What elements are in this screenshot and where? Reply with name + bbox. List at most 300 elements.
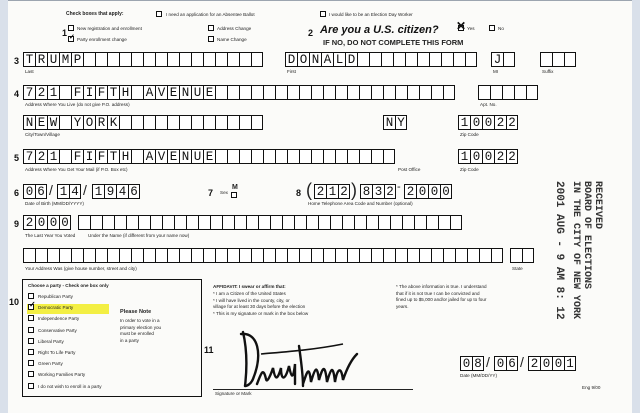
char-box[interactable]: 1 [57, 184, 69, 199]
char-box[interactable]: 0 [428, 184, 440, 199]
char-box[interactable]: 0 [23, 184, 35, 199]
char-box[interactable] [381, 52, 393, 67]
char-box[interactable] [299, 248, 311, 263]
char-box[interactable] [95, 248, 107, 263]
char-box[interactable]: Y [71, 115, 83, 130]
char-box[interactable]: P [71, 52, 83, 67]
char-box[interactable]: V [155, 149, 167, 164]
char-box[interactable] [227, 115, 239, 130]
char-box[interactable] [90, 215, 102, 230]
char-box[interactable] [347, 85, 359, 100]
char-box[interactable] [83, 248, 95, 263]
char-box[interactable] [414, 215, 426, 230]
char-box[interactable]: 4 [116, 184, 128, 199]
char-box[interactable] [251, 85, 263, 100]
char-box[interactable]: 6 [506, 356, 518, 371]
char-box[interactable]: 1 [458, 149, 470, 164]
char-box[interactable] [179, 248, 191, 263]
election-day-checkbox[interactable] [320, 11, 326, 17]
char-box[interactable]: H [119, 85, 131, 100]
char-box[interactable] [167, 115, 179, 130]
new-registration-label: New registration and enrollment [77, 26, 142, 31]
char-box[interactable] [114, 215, 126, 230]
char-box[interactable] [282, 215, 294, 230]
char-box[interactable] [426, 215, 438, 230]
char-box[interactable] [393, 52, 405, 67]
char-box[interactable] [335, 248, 347, 263]
char-box[interactable] [405, 52, 417, 67]
char-box[interactable]: A [143, 149, 155, 164]
char-box[interactable] [465, 52, 477, 67]
char-box[interactable] [335, 85, 347, 100]
char-box[interactable]: 0 [540, 356, 552, 371]
first-name-boxes[interactable] [285, 52, 477, 67]
char-box[interactable]: U [191, 85, 203, 100]
party-checkbox[interactable] [28, 349, 34, 355]
absentee-checkbox[interactable] [156, 11, 162, 17]
char-box[interactable] [417, 52, 429, 67]
char-box[interactable]: W [47, 115, 59, 130]
char-box[interactable] [522, 248, 534, 263]
char-box[interactable] [275, 85, 287, 100]
party-change-label: Party enrollment change [77, 37, 127, 42]
char-box[interactable] [246, 215, 258, 230]
char-box[interactable]: J [491, 52, 503, 67]
char-box[interactable]: M [59, 52, 71, 67]
dob-year-boxes[interactable] [92, 184, 140, 199]
char-box[interactable]: 2 [35, 85, 47, 100]
char-box[interactable] [552, 52, 564, 67]
char-box[interactable] [215, 85, 227, 100]
char-box[interactable] [138, 215, 150, 230]
char-box[interactable] [119, 52, 131, 67]
char-box[interactable] [251, 248, 263, 263]
char-box[interactable]: R [95, 115, 107, 130]
char-box[interactable]: 1 [47, 149, 59, 164]
char-box[interactable]: 3 [372, 184, 384, 199]
char-box[interactable] [357, 52, 369, 67]
char-box[interactable] [371, 248, 383, 263]
party-checkbox[interactable] [28, 327, 34, 333]
char-box[interactable] [131, 85, 143, 100]
char-box[interactable] [395, 85, 407, 100]
first-name-label: First [287, 69, 296, 74]
char-box[interactable] [179, 115, 191, 130]
char-box[interactable]: 9 [104, 184, 116, 199]
char-box[interactable]: 2 [314, 184, 326, 199]
char-box[interactable]: F [71, 85, 83, 100]
last-year-voted-boxes[interactable] [23, 215, 71, 230]
name-change-checkbox[interactable] [208, 36, 214, 42]
char-box[interactable]: A [321, 52, 333, 67]
char-box[interactable] [275, 149, 287, 164]
char-box[interactable] [438, 215, 450, 230]
suffix-boxes[interactable] [540, 52, 576, 67]
dob-day-boxes[interactable] [57, 184, 81, 199]
sign-date-year-boxes[interactable] [528, 356, 576, 371]
char-box[interactable]: N [179, 85, 191, 100]
char-box[interactable]: 1 [47, 85, 59, 100]
char-box[interactable] [83, 52, 95, 67]
char-box[interactable] [263, 85, 275, 100]
phone-line-boxes[interactable] [404, 184, 452, 199]
char-box[interactable] [251, 149, 263, 164]
char-box[interactable]: 2 [23, 215, 35, 230]
citizen-no-checkbox[interactable] [489, 25, 495, 31]
char-box[interactable] [263, 248, 275, 263]
char-box[interactable]: U [191, 149, 203, 164]
char-box[interactable] [239, 85, 251, 100]
char-box[interactable]: N [179, 149, 191, 164]
char-box[interactable] [395, 248, 407, 263]
char-box[interactable]: 0 [470, 115, 482, 130]
slash-sep: / [83, 182, 87, 198]
char-box[interactable] [131, 52, 143, 67]
char-box[interactable]: 0 [470, 149, 482, 164]
char-box[interactable]: H [119, 149, 131, 164]
char-box[interactable] [102, 215, 114, 230]
char-box[interactable] [287, 149, 299, 164]
char-box[interactable] [35, 248, 47, 263]
sign-date-month-boxes[interactable] [460, 356, 484, 371]
char-box[interactable] [234, 215, 246, 230]
char-box[interactable]: 6 [35, 184, 47, 199]
char-box[interactable]: 1 [92, 184, 104, 199]
char-box[interactable] [162, 215, 174, 230]
char-box[interactable]: O [297, 52, 309, 67]
char-box[interactable] [526, 85, 538, 100]
char-box[interactable] [502, 85, 514, 100]
char-box[interactable] [210, 215, 222, 230]
char-box[interactable] [407, 248, 419, 263]
char-box[interactable] [155, 248, 167, 263]
char-box[interactable] [383, 85, 395, 100]
middle-initial-box[interactable] [491, 52, 515, 67]
char-box[interactable] [203, 115, 215, 130]
previous-address-boxes[interactable] [23, 248, 503, 263]
char-box[interactable]: V [155, 85, 167, 100]
char-box[interactable] [59, 149, 71, 164]
char-box[interactable] [342, 215, 354, 230]
char-box[interactable] [390, 215, 402, 230]
char-box[interactable] [239, 115, 251, 130]
char-box[interactable] [222, 215, 234, 230]
char-box[interactable]: R [35, 52, 47, 67]
char-box[interactable]: Y [395, 115, 407, 130]
char-box[interactable] [450, 215, 462, 230]
char-box[interactable] [143, 52, 155, 67]
char-box[interactable]: E [203, 149, 215, 164]
char-box[interactable]: T [107, 149, 119, 164]
char-box[interactable]: O [83, 115, 95, 130]
char-box[interactable] [155, 115, 167, 130]
char-box[interactable] [215, 115, 227, 130]
area-code-boxes[interactable] [314, 184, 350, 199]
char-box[interactable] [203, 248, 215, 263]
char-box[interactable] [191, 248, 203, 263]
party-checkbox[interactable] [28, 300, 36, 310]
char-box[interactable] [369, 52, 381, 67]
char-box[interactable]: F [95, 149, 107, 164]
char-box[interactable]: 7 [23, 149, 35, 164]
char-box[interactable]: 2 [506, 149, 518, 164]
char-box[interactable] [198, 215, 210, 230]
char-box[interactable] [119, 248, 131, 263]
char-box[interactable] [191, 115, 203, 130]
char-box[interactable]: 0 [440, 184, 452, 199]
char-box[interactable] [239, 149, 251, 164]
char-box[interactable]: F [71, 149, 83, 164]
char-box[interactable] [47, 248, 59, 263]
party-checkbox[interactable] [28, 383, 34, 389]
char-box[interactable] [258, 215, 270, 230]
char-box[interactable] [294, 215, 306, 230]
char-box[interactable] [419, 85, 431, 100]
char-box[interactable] [263, 149, 275, 164]
char-box[interactable]: 2 [494, 115, 506, 130]
char-box[interactable] [71, 248, 83, 263]
char-box[interactable] [335, 149, 347, 164]
char-box[interactable] [431, 85, 443, 100]
char-box[interactable] [359, 149, 371, 164]
party-checkbox[interactable] [28, 338, 34, 344]
char-box[interactable] [540, 52, 552, 67]
char-box[interactable]: 0 [460, 356, 472, 371]
char-box[interactable]: 2 [494, 149, 506, 164]
char-box[interactable]: 0 [47, 215, 59, 230]
char-box[interactable]: 4 [69, 184, 81, 199]
char-box[interactable] [215, 52, 227, 67]
char-box[interactable] [383, 248, 395, 263]
char-box[interactable]: E [167, 149, 179, 164]
char-box[interactable] [215, 149, 227, 164]
char-box[interactable] [167, 52, 179, 67]
party-checkbox[interactable] [28, 315, 34, 321]
party-checkbox[interactable] [28, 293, 34, 299]
char-box[interactable] [143, 248, 155, 263]
char-box[interactable] [330, 215, 342, 230]
char-box[interactable] [227, 149, 239, 164]
char-box[interactable] [287, 85, 299, 100]
char-box[interactable] [59, 248, 71, 263]
phone-prefix-boxes[interactable] [360, 184, 396, 199]
char-box[interactable] [359, 248, 371, 263]
char-box[interactable]: 0 [494, 356, 506, 371]
char-box[interactable]: N [383, 115, 395, 130]
char-box[interactable] [419, 248, 431, 263]
char-box[interactable]: N [309, 52, 321, 67]
party-checkbox[interactable] [28, 371, 34, 377]
party-checkbox[interactable] [28, 360, 34, 366]
char-box[interactable] [174, 215, 186, 230]
char-box[interactable]: 2 [506, 115, 518, 130]
char-box[interactable] [407, 85, 419, 100]
char-box[interactable] [179, 52, 191, 67]
previous-state-boxes[interactable] [510, 248, 534, 263]
char-box[interactable] [383, 149, 395, 164]
char-box[interactable] [311, 85, 323, 100]
char-box[interactable] [371, 85, 383, 100]
char-box[interactable] [191, 52, 203, 67]
char-box[interactable] [59, 115, 71, 130]
char-box[interactable]: 8 [472, 356, 484, 371]
char-box[interactable] [227, 85, 239, 100]
char-box[interactable] [443, 85, 455, 100]
char-box[interactable]: F [95, 85, 107, 100]
char-box[interactable] [441, 52, 453, 67]
char-box[interactable]: T [23, 52, 35, 67]
section-number-3: 3 [14, 56, 20, 66]
address-boxes[interactable] [23, 85, 455, 100]
char-box[interactable] [503, 52, 515, 67]
char-box[interactable]: L [333, 52, 345, 67]
char-box[interactable] [239, 248, 251, 263]
char-box[interactable] [443, 248, 455, 263]
mail-zip-boxes[interactable] [458, 149, 518, 164]
char-box[interactable] [155, 52, 167, 67]
char-box[interactable] [143, 115, 155, 130]
char-box[interactable]: 8 [360, 184, 372, 199]
char-box[interactable]: 1 [564, 356, 576, 371]
char-box[interactable] [215, 248, 227, 263]
char-box[interactable] [131, 149, 143, 164]
char-box[interactable] [323, 248, 335, 263]
last-name-boxes[interactable] [23, 52, 263, 67]
previous-address-label: Your Address Was (give house number, street and city) [25, 266, 137, 271]
char-box[interactable]: E [167, 85, 179, 100]
char-box[interactable] [186, 215, 198, 230]
char-box[interactable] [150, 215, 162, 230]
char-box[interactable]: A [143, 85, 155, 100]
sign-date-label: Date (MM/DD/YY) [460, 373, 498, 378]
post-office-label: Post Office [398, 167, 421, 172]
char-box[interactable]: 6 [128, 184, 140, 199]
previous-name-boxes[interactable] [78, 215, 462, 230]
char-box[interactable] [431, 248, 443, 263]
char-box[interactable] [491, 248, 503, 263]
char-box[interactable]: T [107, 85, 119, 100]
char-box[interactable] [429, 52, 441, 67]
party-change-checkbox[interactable] [68, 36, 74, 42]
char-box[interactable] [478, 85, 490, 100]
char-box[interactable] [251, 52, 263, 67]
char-box[interactable] [227, 52, 239, 67]
char-box[interactable] [23, 248, 35, 263]
char-box[interactable]: 2 [404, 184, 416, 199]
char-box[interactable] [371, 149, 383, 164]
char-box[interactable]: D [285, 52, 297, 67]
char-box[interactable] [453, 52, 465, 67]
char-box[interactable] [59, 85, 71, 100]
char-box[interactable] [564, 52, 576, 67]
char-box[interactable] [354, 215, 366, 230]
char-box[interactable]: K [107, 115, 119, 130]
char-box[interactable] [366, 215, 378, 230]
char-box[interactable] [490, 85, 502, 100]
city-boxes[interactable] [23, 115, 263, 130]
char-box[interactable]: 0 [416, 184, 428, 199]
char-box[interactable] [514, 85, 526, 100]
char-box[interactable] [107, 52, 119, 67]
char-box[interactable] [479, 248, 491, 263]
char-box[interactable] [119, 115, 131, 130]
char-box[interactable] [323, 149, 335, 164]
char-box[interactable]: N [23, 115, 35, 130]
char-box[interactable] [467, 248, 479, 263]
char-box[interactable] [227, 248, 239, 263]
mail-address-boxes[interactable] [23, 149, 395, 164]
char-box[interactable]: 2 [384, 184, 396, 199]
char-box[interactable]: 0 [59, 215, 71, 230]
dob-month-boxes[interactable] [23, 184, 47, 199]
char-box[interactable] [402, 215, 414, 230]
char-box[interactable]: 1 [326, 184, 338, 199]
char-box[interactable] [270, 215, 282, 230]
char-box[interactable]: 7 [23, 85, 35, 100]
char-box[interactable] [347, 248, 359, 263]
char-box[interactable] [251, 115, 263, 130]
char-box[interactable] [311, 248, 323, 263]
sex-box[interactable] [231, 192, 237, 198]
char-box[interactable]: D [345, 52, 357, 67]
char-box[interactable] [275, 248, 287, 263]
char-box[interactable]: E [203, 85, 215, 100]
char-box[interactable] [95, 52, 107, 67]
char-box[interactable] [167, 248, 179, 263]
new-registration-checkbox[interactable] [68, 25, 74, 31]
char-box[interactable] [378, 215, 390, 230]
char-box[interactable] [306, 215, 318, 230]
char-box[interactable] [299, 149, 311, 164]
apt-boxes[interactable] [478, 85, 538, 100]
char-box[interactable] [131, 248, 143, 263]
char-box[interactable]: 0 [482, 149, 494, 164]
char-box[interactable] [359, 85, 371, 100]
char-box[interactable] [239, 52, 251, 67]
char-box[interactable]: I [83, 149, 95, 164]
char-box[interactable]: 1 [458, 115, 470, 130]
char-box[interactable] [318, 215, 330, 230]
char-box[interactable] [287, 248, 299, 263]
char-box[interactable]: 0 [35, 215, 47, 230]
citizen-yes-checkbox[interactable] [456, 19, 467, 33]
char-box[interactable]: I [83, 85, 95, 100]
sign-date-day-boxes[interactable] [494, 356, 518, 371]
state-boxes[interactable] [383, 115, 407, 130]
char-box[interactable] [78, 215, 90, 230]
char-box[interactable] [107, 248, 119, 263]
char-box[interactable]: 2 [528, 356, 540, 371]
char-box[interactable] [311, 149, 323, 164]
char-box[interactable] [299, 85, 311, 100]
char-box[interactable]: U [47, 52, 59, 67]
char-box[interactable]: 0 [482, 115, 494, 130]
char-box[interactable]: 2 [338, 184, 350, 199]
char-box[interactable]: E [35, 115, 47, 130]
char-box[interactable] [323, 85, 335, 100]
char-box[interactable] [455, 248, 467, 263]
address-change-checkbox[interactable] [208, 25, 214, 31]
char-box[interactable]: 0 [552, 356, 564, 371]
zip-boxes[interactable] [458, 115, 518, 130]
char-box[interactable] [203, 52, 215, 67]
address-label: Address Where You Live (do not give P.O. address) [25, 102, 130, 107]
char-box[interactable] [126, 215, 138, 230]
char-box[interactable] [347, 149, 359, 164]
char-box[interactable] [510, 248, 522, 263]
char-box[interactable]: 2 [35, 149, 47, 164]
char-box[interactable] [131, 115, 143, 130]
